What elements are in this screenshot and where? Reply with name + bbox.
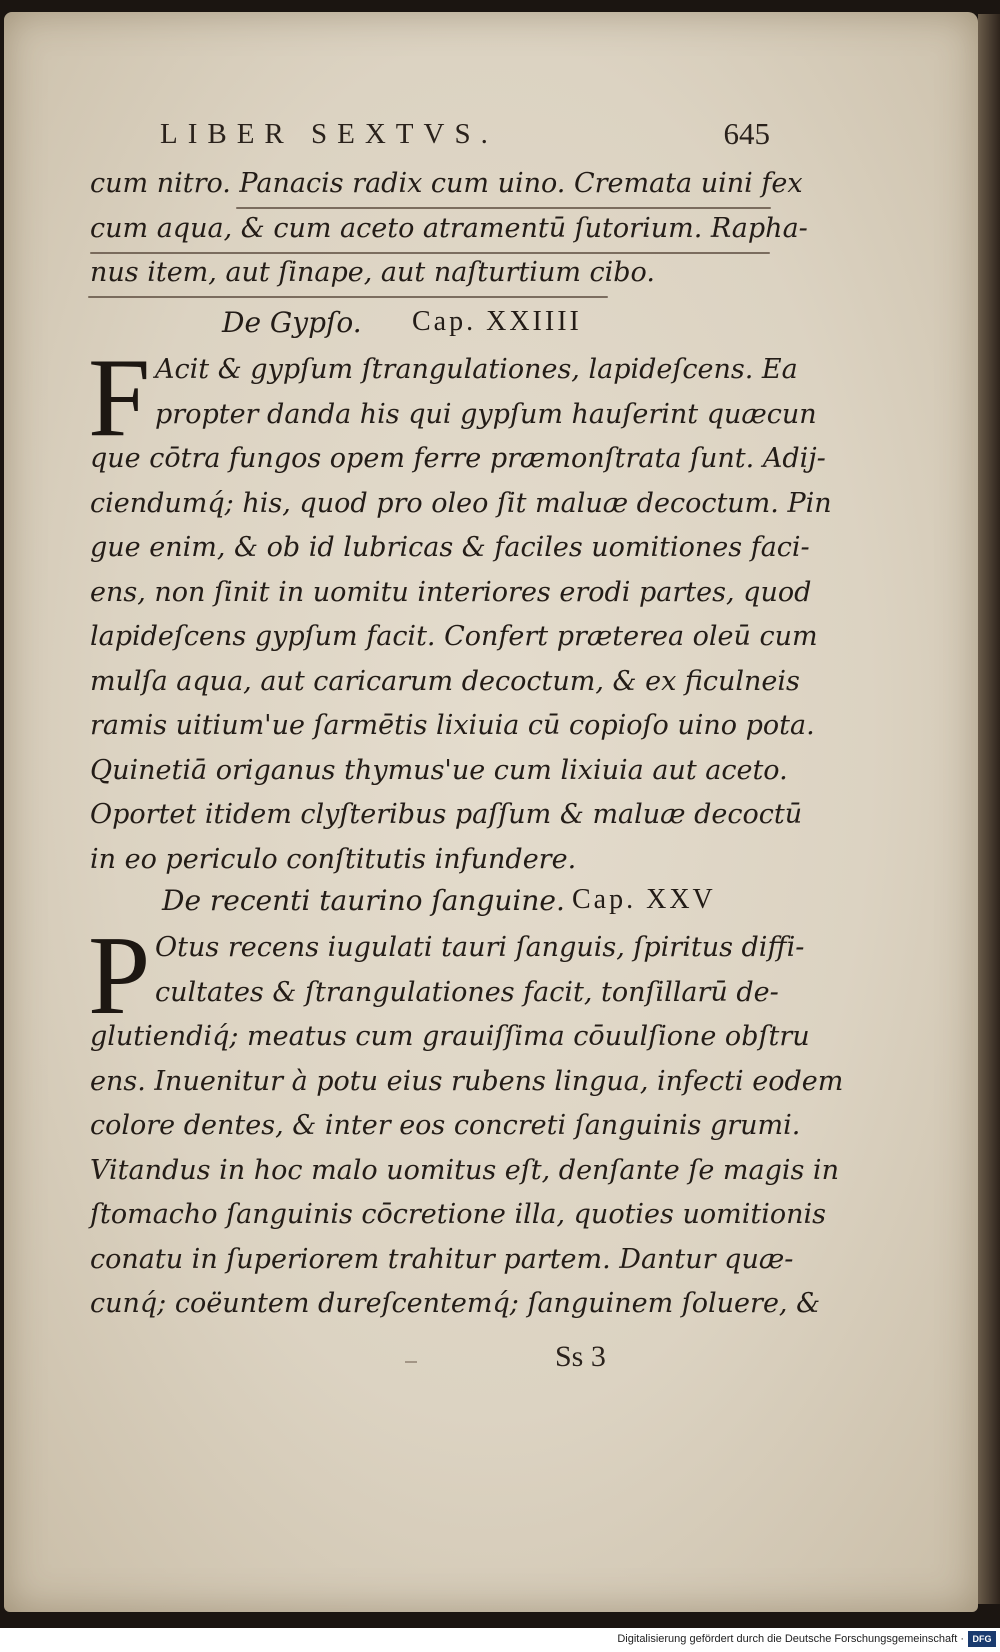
chapter-number: Cap. XXV bbox=[572, 884, 716, 915]
text-line: gue enim, & ob id lubricas & faciles uomitiones faci- bbox=[90, 532, 810, 563]
running-head bbox=[160, 112, 770, 156]
text-line: mulſa aqua, aut caricarum decoctum, & ex ficulneis bbox=[90, 665, 800, 697]
text-line: ens. Inuenitur à potu eius rubens lingua, infecti eodem bbox=[90, 1065, 844, 1097]
text-line: Oportet itidem clyſteribus paſſum & maluæ decoctū bbox=[90, 799, 803, 830]
text-line: que cōtra fungos opem ferre præmonſtrata ſunt. Adij- bbox=[90, 443, 826, 474]
main-text bbox=[90, 162, 808, 296]
text-line: cum aqua, & cum aceto atramentū ſutorium. Rapha- bbox=[90, 212, 808, 244]
text-line: colore dentes, & inter eos concreti ſanguinis grumi. bbox=[90, 1110, 801, 1141]
text-line: ramis uitium'ue ſarmētis lixiuia cū copioſo uino pota. bbox=[90, 710, 815, 741]
section-heading bbox=[222, 302, 770, 346]
text-line: Otus recens iugulati tauri ſanguis, ſpiritus diffi- bbox=[155, 932, 805, 963]
section-text bbox=[90, 348, 832, 882]
text-line: Vitandus in hoc malo uomitus eſt, denſante ſe magis in bbox=[90, 1154, 839, 1186]
footer-bar bbox=[0, 1628, 1000, 1652]
footer-credit: Digitalisierung gefördert durch die Deutsche Forschungsgemeinschaft · bbox=[617, 1633, 964, 1645]
ink-underline bbox=[88, 296, 608, 298]
section-heading bbox=[162, 880, 770, 924]
section-title: De recenti taurino ſanguine. bbox=[162, 884, 565, 917]
text-line: nus item, aut ſinape, aut naſturtium cibo. bbox=[90, 257, 655, 288]
text-line: ens, non ſinit in uomitu interiores erodi partes, quod bbox=[90, 576, 812, 608]
section-text bbox=[90, 926, 844, 1327]
running-head-title: LIBER SEXTVS. bbox=[160, 118, 498, 150]
text-line: Acit & gypſum ſtrangulationes, lapideſcens. Ea bbox=[155, 354, 798, 385]
ink-mark bbox=[405, 1361, 417, 1363]
dfg-logo-icon: DFG bbox=[968, 1631, 996, 1647]
page-edge bbox=[978, 14, 1000, 1604]
text-line: in eo periculo conſtitutis infundere. bbox=[90, 843, 577, 875]
text-line: Quinetiā origanus thymus'ue cum lixiuia aut aceto. bbox=[90, 754, 788, 786]
text-line: lapideſcens gypſum facit. Confert præterea oleū cum bbox=[90, 621, 818, 652]
text-line: cunq́; coëuntem dureſcentemq́; ſanguinem ſoluere, & bbox=[90, 1288, 821, 1319]
drop-initial: P bbox=[88, 914, 151, 1038]
drop-initial: F bbox=[88, 336, 151, 460]
page-number: 645 bbox=[723, 116, 770, 151]
text-line: conatu in ſuperiorem trahitur partem. Dantur quæ- bbox=[90, 1243, 794, 1275]
section-title: De Gypſo. bbox=[222, 306, 362, 339]
chapter-number: Cap. XXIIII bbox=[412, 306, 582, 337]
text-line: ſtomacho ſanguinis cōcretione illa, quoties uomitionis bbox=[90, 1199, 826, 1230]
text-line: propter danda his qui gypſum hauſerint quæcun bbox=[155, 398, 817, 430]
text-line: cum nitro. Panacis radix cum uino. Cremata uini fex bbox=[90, 168, 803, 199]
text-line: cultates & ſtrangulationes facit, tonſillarū de- bbox=[155, 976, 779, 1008]
signature-mark: Ss 3 bbox=[555, 1340, 606, 1373]
text-line: ciendumq́; his, quod pro oleo ſit maluæ decoctum. Pin bbox=[90, 487, 832, 519]
text-line: glutiendiq́; meatus cum grauiſſima cōuulſione obſtru bbox=[90, 1021, 810, 1052]
